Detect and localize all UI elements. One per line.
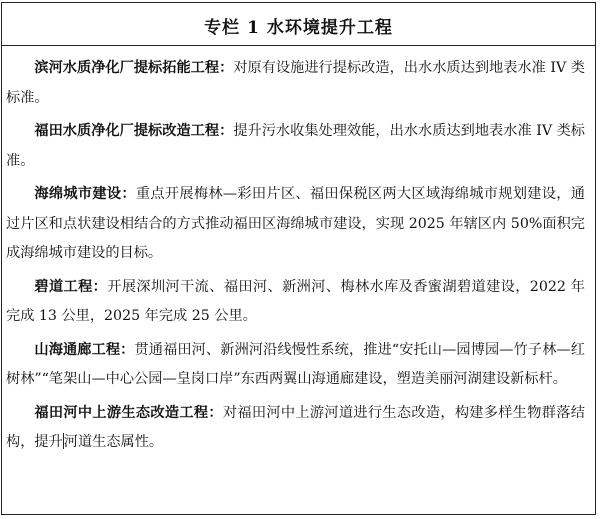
project-body-part: 对福田河中上游河道进行生态改造，构建多样生物群落结构，提升 [6, 404, 585, 450]
project-heading: 山海通廊工程： [34, 341, 135, 358]
project-body: 开展深圳河干流、福田河、新洲河、梅林水库及香蜜湖碧道建设，2022 年完成 13 公里，2025 年完成 25 公里。 [6, 278, 585, 324]
project-item-1 [6, 54, 585, 113]
project-body: 提升污水收集处理效能，出水水质达到地表水准 IV 类标准。 [6, 123, 585, 169]
project-body: 对原有设施进行提标改造，出水水质达到地表水准 IV 类标准。 [6, 60, 585, 106]
box-content [2, 46, 595, 458]
project-body-part: 河道生态属性。 [63, 434, 164, 450]
project-heading: 福田水质净化厂提标改造工程： [34, 123, 234, 139]
feature-box [1, 2, 596, 515]
project-heading: 碧道工程： [34, 278, 108, 295]
project-item-6 [6, 399, 585, 458]
project-body: 贯通福田河、新洲河沿线慢性系统，推进“安托山—园博园—竹子林—红树林”“笔架山—中心公园—皇岗口岸”东西两翼山海通廊建设，塑造美丽河湖建设新标杆。 [6, 341, 585, 387]
project-item-3 [6, 180, 585, 269]
project-body: 重点开展梅林—彩田片区、福田保税区两大区域海绵城市规划建设，通过片区和点状建设相结合的方式推动福田区海绵城市建设，实现 2025 年辖区内 50%面积完成海绵城市建设的目标。 [6, 186, 585, 261]
box-title: 专栏 1 水环境提升工程 [204, 18, 393, 38]
project-heading: 滨河水质净化厂提标拓能工程： [34, 60, 234, 76]
project-heading: 福田河中上游生态改造工程： [34, 404, 223, 421]
project-item-2 [6, 117, 585, 176]
project-item-4 [6, 273, 585, 332]
project-item-5 [6, 336, 585, 395]
project-heading: 海绵城市建设： [34, 186, 136, 202]
